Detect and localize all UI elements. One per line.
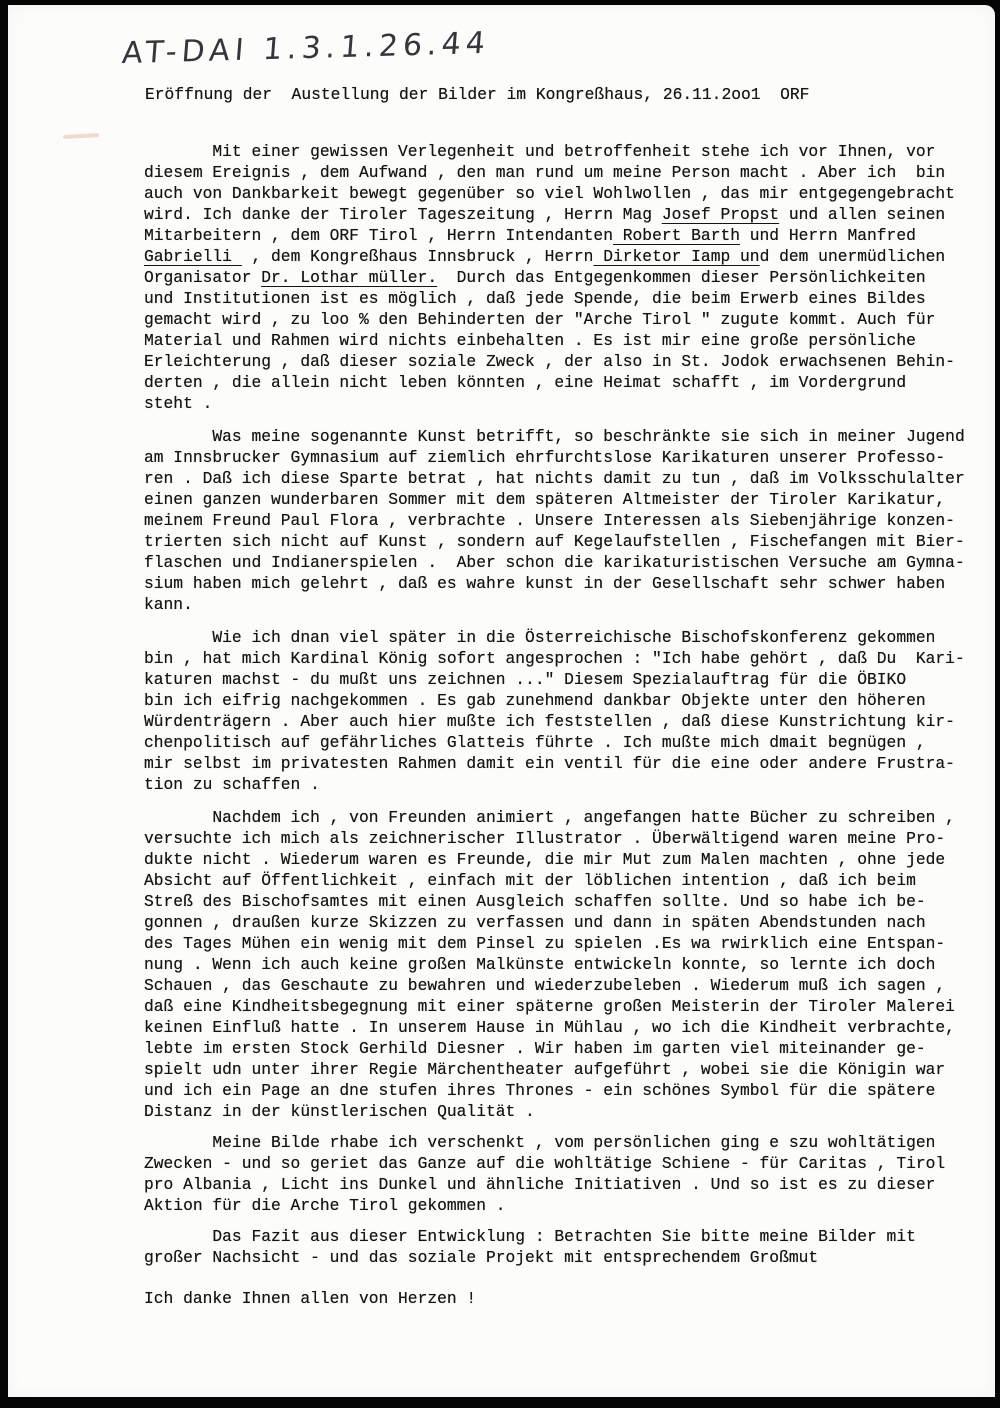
text-segment: großer Nachsicht - und das soziale Projekt mit entsprechendem Großmut xyxy=(144,1248,819,1267)
text-segment: bin , hat mich Kardinal König sofort angesprochen : "Ich habe gehört , daß Du Kari- xyxy=(144,649,965,668)
text-segment: und ich ein Page an dne stufen ihres Thrones - ein schönes Symbol für die spätere xyxy=(144,1081,936,1100)
text-segment: einen ganzen wunderbaren Sommer mit dem späteren Altmeister der Tiroler Karikatur, xyxy=(144,490,946,509)
document-body xyxy=(144,141,965,1309)
underlined-text: Josef Propst xyxy=(661,205,780,224)
text-line xyxy=(144,1153,965,1174)
scanned-document-page xyxy=(8,5,995,1397)
text-line xyxy=(144,1195,965,1216)
text-line xyxy=(144,627,965,648)
text-segment: pro Albania , Licht ins Dunkel und ähnliche Initiativen . Und so ist es zu dieser xyxy=(144,1175,936,1194)
text-segment: Absicht auf Öffentlichkeit , einfach mit der löblichen intention , daß ich beim xyxy=(144,871,916,890)
text-line xyxy=(144,690,965,711)
text-segment: versuchte ich mich als zeichnerischer Illustrator . Überwältigend waren meine Pro- xyxy=(144,829,946,848)
text-segment: Zwecken - und so geriet das Ganze auf die wohltätige Schiene - für Caritas , Tirol xyxy=(144,1154,946,1173)
text-segment: Schauen , das Geschaute zu bewahren und wiederzubeleben . Wiederum muß ich sagen , xyxy=(144,976,946,995)
text-segment: wird. Ich danke der Tiroler Tageszeitung , Herrn Mag xyxy=(144,205,662,224)
text-segment: Was meine sogenannte Kunst betrifft, so beschränkte sie sich in meiner Jugend xyxy=(144,427,965,446)
text-line xyxy=(144,1101,965,1122)
paragraph xyxy=(144,141,965,414)
text-segment: und Herrn Manfred xyxy=(740,226,916,245)
text-segment: keinen Einfluß hatte . In unserem Hause in Mühlau , wo ich die Kindheit verbrachte, xyxy=(144,1018,955,1037)
text-line xyxy=(144,267,965,288)
text-segment: Organisator xyxy=(144,268,262,287)
text-line xyxy=(144,807,965,828)
text-line xyxy=(144,330,965,351)
text-segment: Aktion für die Arche Tirol gekommen . xyxy=(144,1196,506,1215)
text-line xyxy=(144,552,965,573)
text-line xyxy=(144,1288,965,1309)
text-segment: und allen seinen xyxy=(779,205,946,224)
text-segment: meinem Freund Paul Flora , verbrachte . Unsere Interessen als Siebenjährige konzen- xyxy=(144,511,955,530)
text-segment: gonnen , draußen kurze Skizzen zu verfassen und dann in späten Abendstunden nach xyxy=(144,913,926,932)
text-segment: Meine Bilde rhabe ich verschenkt , vom persönlichen ging e szu wohltätigen xyxy=(144,1133,936,1152)
text-line xyxy=(144,510,965,531)
text-segment: Ich danke Ihnen allen von Herzen ! xyxy=(144,1289,477,1308)
text-line xyxy=(144,1080,965,1101)
text-line xyxy=(144,1059,965,1080)
text-line xyxy=(144,1174,965,1195)
text-line xyxy=(144,891,965,912)
text-segment: des Tages Mühen ein wenig mit dem Pinsel zu spielen .Es wa rwirklich eine Entspan- xyxy=(144,934,946,953)
text-segment: ren . Daß ich diese Sparte betrat , hat nichts damit zu tun , daß im Volksschulalter xyxy=(144,469,965,488)
text-line xyxy=(144,669,965,690)
text-segment: Wie ich dnan viel später in die Österreichische Bischofskonferenz gekommen xyxy=(144,628,936,647)
text-line xyxy=(144,753,965,774)
text-line xyxy=(144,828,965,849)
text-segment: Erleichterung , daß dieser soziale Zweck , der also in St. Jodok erwachsenen Behin- xyxy=(144,352,955,371)
text-line xyxy=(144,468,965,489)
text-line xyxy=(144,183,965,204)
text-segment: d dem unermüdlichen xyxy=(759,247,946,266)
paragraph xyxy=(144,1132,965,1216)
text-line xyxy=(144,393,965,414)
text-segment: auch von Dankbarkeit bewegt gegenüber so viel Wohlwollen , das mir entgegengebracht xyxy=(144,184,955,203)
text-line xyxy=(144,975,965,996)
underlined-text: Dr. Lothar müller. xyxy=(261,268,438,287)
text-segment: Mitarbeitern , dem ORF Tirol , Herrn Intendanten xyxy=(144,226,613,245)
text-segment: Würdenträgern . Aber auch hier mußte ich feststellen , daß diese Kunstrichtung kir- xyxy=(144,712,955,731)
text-segment: lebte im ersten Stock Gerhild Diesner . Wir haben im garten viel miteinander ge- xyxy=(144,1039,926,1058)
text-line xyxy=(144,732,965,753)
paragraph xyxy=(144,1288,965,1309)
paragraph xyxy=(144,627,965,795)
text-line xyxy=(144,426,965,447)
text-line xyxy=(144,933,965,954)
text-line xyxy=(144,372,965,393)
text-line xyxy=(144,954,965,975)
text-line xyxy=(144,912,965,933)
text-segment: mir selbst im privatesten Rahmen damit ein ventil für die eine oder andere Frustra- xyxy=(144,754,955,773)
text-segment: Das Fazit aus dieser Entwicklung : Betrachten Sie bitte meine Bilder mit xyxy=(144,1227,916,1246)
text-line xyxy=(144,225,965,246)
underlined-text: Robert Barth xyxy=(612,226,740,245)
text-line xyxy=(144,594,965,615)
text-segment: gemacht wird , zu loo % den Behinderten der "Arche Tirol " zugute kommt. Auch für xyxy=(144,310,936,329)
document-title: Eröffnung der Austellung der Bilder im Kongreßhaus, 26.11.2oo1 ORF xyxy=(145,85,810,104)
margin-pencil-mark xyxy=(63,133,99,139)
text-line xyxy=(144,573,965,594)
text-line xyxy=(144,1247,965,1268)
text-segment: derten , die allein nicht leben könnten , eine Heimat schafft , im Vordergrund xyxy=(144,373,907,392)
text-segment: daß eine Kindheitsbegegnung mit einer späterne großen Meisterin der Tiroler Malerei xyxy=(144,997,955,1016)
text-line xyxy=(144,531,965,552)
text-segment: und Institutionen ist es möglich , daß jede Spende, die beim Erwerb eines Bildes xyxy=(144,289,926,308)
text-line xyxy=(144,447,965,468)
text-line xyxy=(144,711,965,732)
text-segment: tion zu schaffen . xyxy=(144,775,320,794)
text-line xyxy=(144,849,965,870)
paragraph xyxy=(144,426,965,615)
text-line xyxy=(144,870,965,891)
text-segment: Streß des Bischofsamtes mit einen Ausgleich schaffen sollte. Und so habe ich be- xyxy=(144,892,926,911)
text-line xyxy=(144,204,965,225)
text-line xyxy=(144,1038,965,1059)
text-segment: , dem Kongreßhaus Innsbruck , Herrn xyxy=(241,247,594,266)
text-segment: Material und Rahmen wird nichts einbehalten . Es ist mir eine große persönliche xyxy=(144,331,916,350)
text-segment: steht . xyxy=(144,394,213,413)
text-segment: dukte nicht . Wiederum waren es Freunde, die mir Mut zum Malen machten , ohne jede xyxy=(144,850,946,869)
underlined-text: Gabrielli xyxy=(144,247,242,266)
text-line xyxy=(144,1226,965,1247)
paragraph xyxy=(144,807,965,1122)
text-segment: Durch das Entgegenkommen dieser Persönlichkeiten xyxy=(437,268,926,287)
text-segment: kann. xyxy=(144,595,193,614)
text-segment: Mit einer gewissen Verlegenheit und betroffenheit stehe ich vor Ihnen, vor xyxy=(144,142,936,161)
text-line xyxy=(144,141,965,162)
text-segment: bin ich eifrig nachgekommen . Es gab zunehmend dankbar Objekte unter den höheren xyxy=(144,691,926,710)
text-line xyxy=(144,648,965,669)
text-segment: trierten sich nicht auf Kunst , sondern auf Kegelaufstellen , Fischefangen mit Bier- xyxy=(144,532,965,551)
text-line xyxy=(144,162,965,183)
archive-reference-handwritten: AT-DAI 1.3.1.26.44 xyxy=(120,25,492,72)
text-segment: Distanz in der künstlerischen Qualität . xyxy=(144,1102,535,1121)
text-line xyxy=(144,351,965,372)
text-line xyxy=(144,1017,965,1038)
text-segment: diesem Ereignis , dem Aufwand , den man rund um meine Person macht . Aber ich bin xyxy=(144,163,946,182)
text-segment: spielt udn unter ihrer Regie Märchentheater aufgeführt , wobei sie die Königin war xyxy=(144,1060,946,1079)
text-segment: flaschen und Indianerspielen . Aber schon die karikaturistischen Versuche am Gymna- xyxy=(144,553,965,572)
text-segment: nung . Wenn ich auch keine großen Malkünste entwickeln konnte, so lernte ich doch xyxy=(144,955,936,974)
text-line xyxy=(144,489,965,510)
text-line xyxy=(144,288,965,309)
paragraph xyxy=(144,1226,965,1268)
text-line xyxy=(144,246,965,267)
text-line xyxy=(144,309,965,330)
text-line xyxy=(144,1132,965,1153)
text-line xyxy=(144,996,965,1017)
text-segment: am Innsbrucker Gymnasium auf ziemlich ehrfurchtslose Karikaturen unserer Professo- xyxy=(144,448,946,467)
text-segment: katuren machst - du mußt uns zeichnen ..." Diesem Spezialauftrag für die ÖBIKO xyxy=(144,670,907,689)
text-segment: Nachdem ich , von Freunden animiert , angefangen hatte Bücher zu schreiben , xyxy=(144,808,955,827)
text-segment: chenpolitisch auf gefährliches Glatteis führte . Ich mußte mich dmait begnügen , xyxy=(144,733,926,752)
text-line xyxy=(144,774,965,795)
text-segment: sium haben mich gelehrt , daß es wahre kunst in der Gesellschaft sehr schwer haben xyxy=(144,574,946,593)
underlined-text: Dirketor Iamp un xyxy=(593,247,760,266)
